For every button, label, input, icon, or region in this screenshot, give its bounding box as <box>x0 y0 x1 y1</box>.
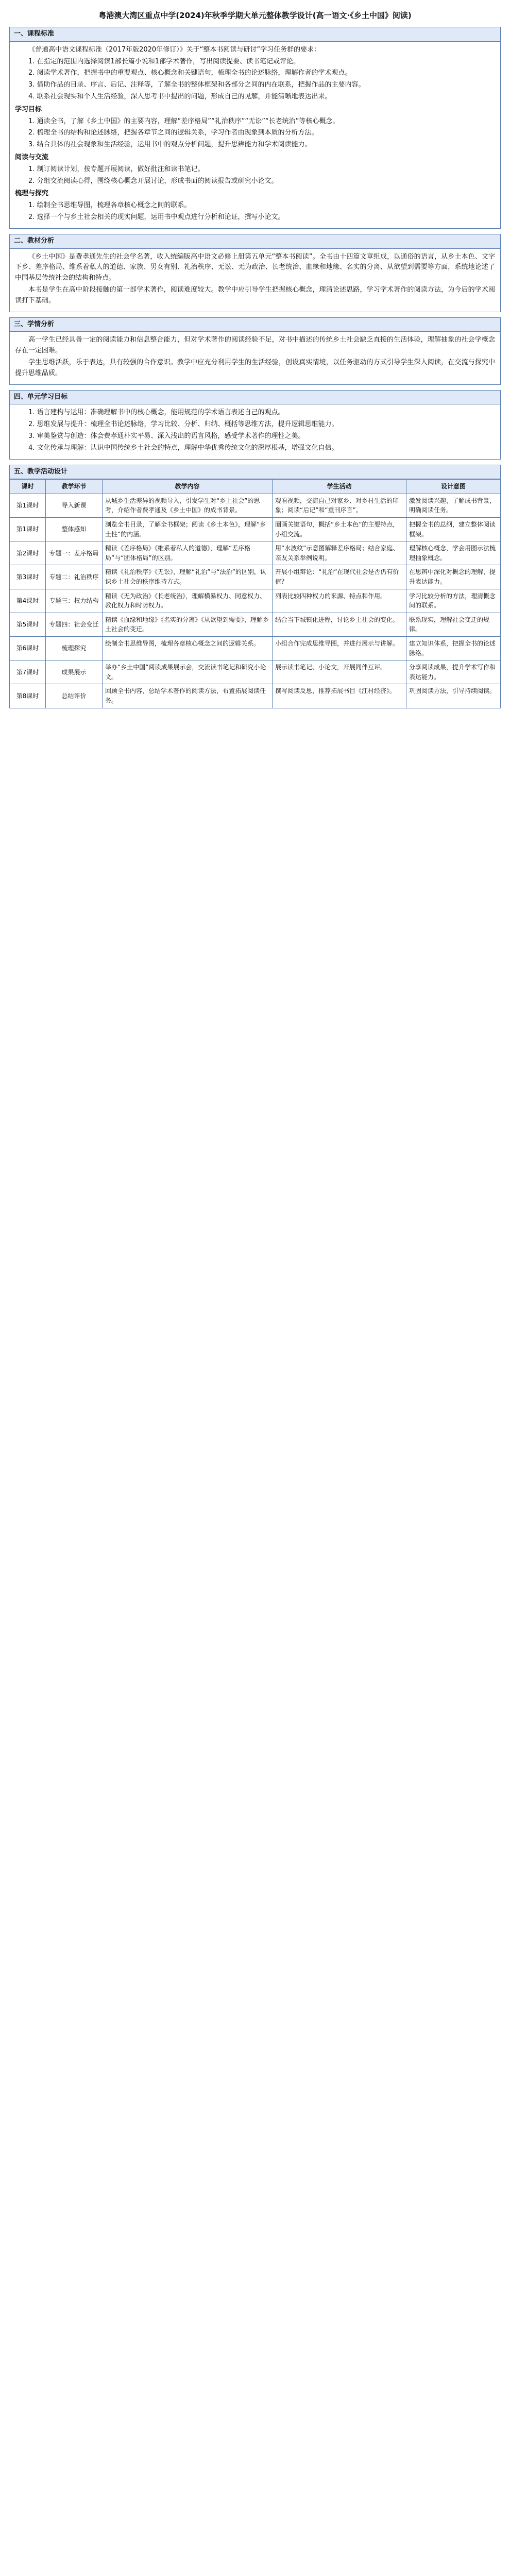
table-cell-stage: 导入新课 <box>46 494 103 517</box>
s1-point: 2. 阅读学术著作，把握书中的重要观点、核心概念和关键语句，梳理全书的论述脉络，理解作者的学术观点。 <box>28 69 352 77</box>
s1-point: 3. 借助作品的目录、序言、后记、注释等，了解全书的整体框架和各部分之间的内在联系，把握作品的主要内容。 <box>28 81 365 89</box>
section-body-1 <box>9 42 501 229</box>
col-header: 教学内容 <box>103 480 273 494</box>
s1-sub-inquiry: 梳理与探究 <box>15 190 49 198</box>
table-cell-activity: 小组合作完成思维导图，并进行展示与讲解。 <box>273 637 406 660</box>
section-body-4 <box>9 404 501 459</box>
table-cell-intent: 分享阅读成果，提升学术写作和表达能力。 <box>406 660 501 684</box>
s1-sub-reading: 阅读与交流 <box>15 153 49 161</box>
s1-inquiry: 1. 绘制全书思维导图，梳理各章核心概念之间的联系。 <box>28 201 191 210</box>
table-cell-activity: 结合当下城镇化进程，讨论乡土社会的变化。 <box>273 613 406 636</box>
col-header: 课时 <box>10 480 46 494</box>
s2-para: 《乡土中国》是费孝通先生的社会学名著，收入统编版高中语文必修上册第五单元“整本书阅读”。全书由十四篇文章组成，以通俗的语言，从乡土本色、文字下乡、差序格局、维系着私人的道德、家族、男女有别、礼治秩序、无讼、无为政治、长老统治、血缘和地缘、名实的分离、从欲望到需要等方面，系统地论述了中国基层传统社会的结构和特点。 <box>15 252 495 282</box>
table-cell-content: 精读《无为政治》《长老统治》，理解横暴权力、同意权力、教化权力和时势权力。 <box>103 589 273 613</box>
section-header-1: 一、课程标准 <box>9 27 501 42</box>
section-header-3: 三、学情分析 <box>9 317 501 332</box>
table-cell-period: 第7课时 <box>10 660 46 684</box>
table-cell-intent: 理解核心概念，学会用图示法梳理抽象概念。 <box>406 541 501 565</box>
table-cell-content: 回顾全书内容，总结学术著作的阅读方法，布置拓展阅读任务。 <box>103 684 273 708</box>
s1-reading: 2. 分组交流阅读心得，围绕核心概念开展讨论，形成书面的阅读报告或研究小论文。 <box>28 177 278 185</box>
s4-goal: 3. 审美鉴赏与创造：体会费孝通朴实平易、深入浅出的语言风格，感受学术著作的理性之美。 <box>28 432 305 440</box>
table-cell-period: 第4课时 <box>10 589 46 613</box>
s1-point: 1. 在指定的范围内选择阅读1部长篇小说和1部学术著作，写出阅读提要、读书笔记或评论。 <box>28 57 300 65</box>
table-cell-period: 第5课时 <box>10 613 46 636</box>
table-row <box>10 518 501 541</box>
table-cell-stage: 专题四：社会变迁 <box>46 613 103 636</box>
col-header: 设计意图 <box>406 480 501 494</box>
s1-goal: 3. 结合具体的社会现象和生活经验，运用书中的观点分析问题，提升思辨能力和学术阅读能力。 <box>28 141 312 149</box>
table-cell-period: 第8课时 <box>10 684 46 708</box>
table-cell-stage: 梳理探究 <box>46 637 103 660</box>
section-header-5: 五、教学活动设计 <box>9 465 501 480</box>
s4-goal: 1. 语言建构与运用：准确理解书中的核心概念，能用规范的学术语言表述自己的观点。 <box>28 409 285 417</box>
table-cell-content: 举办“乡土中国”阅读成果展示会，交流读书笔记和研究小论文。 <box>103 660 273 684</box>
col-header: 学生活动 <box>273 480 406 494</box>
table-cell-intent: 在思辨中深化对概念的理解，提升表达能力。 <box>406 565 501 589</box>
s1-reading: 1. 制订阅读计划，按专题开展阅读，做好批注和读书笔记。 <box>28 165 205 173</box>
table-cell-intent: 建立知识体系，把握全书的论述脉络。 <box>406 637 501 660</box>
table-row <box>10 684 501 708</box>
s3-para: 学生思维活跃，乐于表达，具有较强的合作意识。教学中应充分利用学生的生活经验，创设真实情境，以任务驱动的方式引导学生深入阅读，在交流与探究中提升思维品质。 <box>15 358 495 377</box>
section-body-2 <box>9 249 501 312</box>
section-header-4: 四、单元学习目标 <box>9 390 501 405</box>
table-cell-activity: 撰写阅读反思，推荐拓展书目《江村经济》。 <box>273 684 406 708</box>
table-row <box>10 541 501 565</box>
table-cell-activity: 圈画关键语句，概括“乡土本色”的主要特点，小组交流。 <box>273 518 406 541</box>
col-header: 教学环节 <box>46 480 103 494</box>
table-row <box>10 613 501 636</box>
table-cell-content: 从城乡生活差异的视频导入，引发学生对“乡土社会”的思考，介绍作者费孝通及《乡土中国》的成书背景。 <box>103 494 273 517</box>
table-cell-content: 精读《差序格局》《维系着私人的道德》，理解“差序格局”与“团体格局”的区别。 <box>103 541 273 565</box>
table-cell-activity: 开展小组辩论：“礼治”在现代社会是否仍有价值？ <box>273 565 406 589</box>
table-cell-activity: 展示读书笔记、小论文，开展同伴互评。 <box>273 660 406 684</box>
table-cell-activity: 列表比较四种权力的来源、特点和作用。 <box>273 589 406 613</box>
s1-sub-goals: 学习目标 <box>15 105 42 113</box>
s4-goal: 2. 思维发展与提升：梳理全书论述脉络，学习比较、分析、归纳、概括等思维方法，提升逻辑思维能力。 <box>28 420 338 429</box>
table-cell-stage: 总结评价 <box>46 684 103 708</box>
s1-goal: 2. 梳理全书的结构和论述脉络，把握各章节之间的逻辑关系，学习作者由现象到本质的分析方法。 <box>28 129 318 137</box>
table-cell-content: 浏览全书目录，了解全书框架；阅读《乡土本色》，理解“乡土性”的内涵。 <box>103 518 273 541</box>
table-cell-activity: 用“水波纹”示意图解释差序格局；结合家庭、亲友关系举例说明。 <box>273 541 406 565</box>
table-cell-stage: 专题三：权力结构 <box>46 589 103 613</box>
table-header-row <box>10 480 501 494</box>
table-cell-stage: 成果展示 <box>46 660 103 684</box>
table-row <box>10 660 501 684</box>
document-title: 粤港澳大湾区重点中学(2024)年秋季学期大单元整体教学设计(高一语文·《乡土中国》阅读) <box>98 11 412 20</box>
table-cell-intent: 联系现实，理解社会变迁的规律。 <box>406 613 501 636</box>
s1-point: 4. 联系社会现实和个人生活经验，深入思考书中提出的问题，形成自己的见解，并能清晰地表达出来。 <box>28 92 332 100</box>
table-cell-period: 第1课时 <box>10 494 46 517</box>
table-cell-content: 绘制全书思维导图，梳理各章核心概念之间的逻辑关系。 <box>103 637 273 660</box>
s4-goal: 4. 文化传承与理解：认识中国传统乡土社会的特点，理解中华优秀传统文化的深厚根基，增强文化自信。 <box>28 444 338 452</box>
teaching-plan-table <box>9 479 501 708</box>
table-cell-stage: 整体感知 <box>46 518 103 541</box>
table-cell-intent: 把握全书的总纲，建立整体阅读框架。 <box>406 518 501 541</box>
section-body-3 <box>9 332 501 384</box>
table-cell-stage: 专题一：差序格局 <box>46 541 103 565</box>
table-cell-period: 第1课时 <box>10 518 46 541</box>
table-row <box>10 589 501 613</box>
table-cell-period: 第2课时 <box>10 541 46 565</box>
table-cell-content: 精读《血缘和地缘》《名实的分离》《从欲望到需要》，理解乡土社会的变迁。 <box>103 613 273 636</box>
table-row <box>10 637 501 660</box>
table-cell-stage: 专题二：礼治秩序 <box>46 565 103 589</box>
table-cell-intent: 学习比较分析的方法，理清概念间的联系。 <box>406 589 501 613</box>
table-cell-intent: 激发阅读兴趣，了解成书背景，明确阅读任务。 <box>406 494 501 517</box>
table-cell-content: 精读《礼治秩序》《无讼》，理解“礼治”与“法治”的区别，认识乡土社会的秩序维持方式。 <box>103 565 273 589</box>
s3-para: 高一学生已经具备一定的阅读能力和信息整合能力，但对学术著作的阅读经验不足，对书中描述的传统乡土社会缺乏直接的生活体验，理解抽象的社会学概念存在一定困难。 <box>15 336 495 355</box>
table-cell-intent: 巩固阅读方法，引导持续阅读。 <box>406 684 501 708</box>
s1-intro: 《普通高中语文课程标准（2017年版2020年修订）》关于“整本书阅读与研讨”学习任务群的要求： <box>28 45 321 54</box>
table-cell-period: 第3课时 <box>10 565 46 589</box>
table-row <box>10 494 501 517</box>
s2-para: 本书是学生在高中阶段接触的第一部学术著作，阅读难度较大。教学中应引导学生把握核心概念，理清论述思路，学习学术著作的阅读方法，为今后的学术阅读打下基础。 <box>15 285 495 304</box>
table-cell-activity: 观看视频，交流自己对家乡、对乡村生活的印象；阅读“后记”和“重刊序言”。 <box>273 494 406 517</box>
s1-inquiry: 2. 选择一个与乡土社会相关的现实问题，运用书中观点进行分析和论证，撰写小论文。 <box>28 213 285 221</box>
s1-goal: 1. 通读全书，了解《乡土中国》的主要内容，理解“差序格局”“礼治秩序”“无讼”“长老统治”等核心概念。 <box>28 117 339 125</box>
table-cell-period: 第6课时 <box>10 637 46 660</box>
table-body <box>10 494 501 708</box>
section-header-2: 二、教材分析 <box>9 234 501 249</box>
table-row <box>10 565 501 589</box>
